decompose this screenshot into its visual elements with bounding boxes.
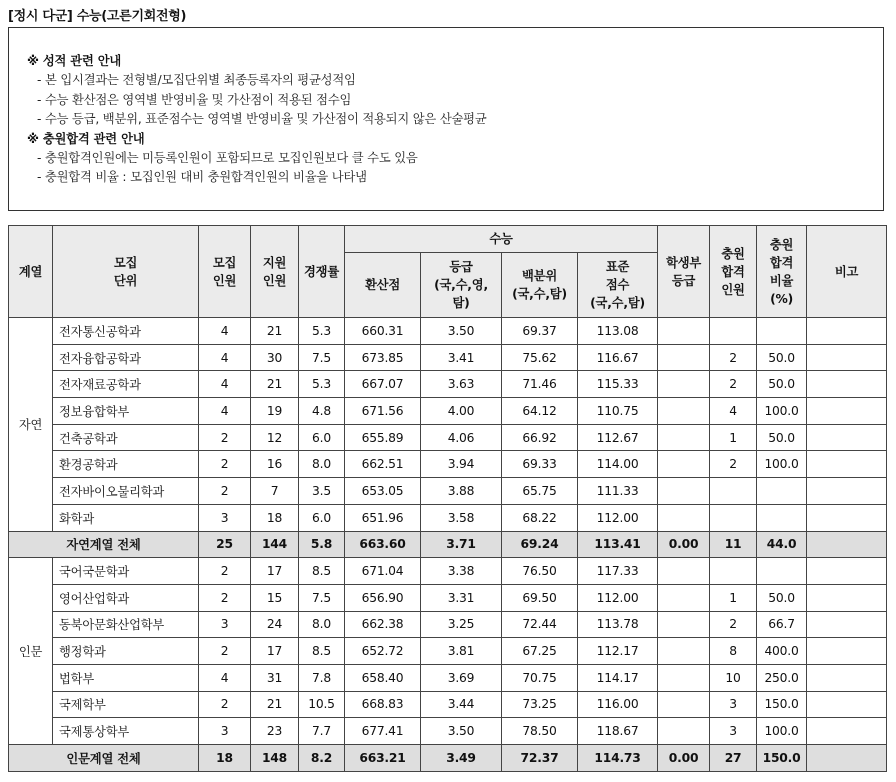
applicants-cell: 21 [251, 318, 299, 345]
subtotal-quota-cell: 25 [199, 531, 251, 558]
quota-cell: 2 [199, 424, 251, 451]
subtotal-label: 자연계열 전체 [9, 531, 199, 558]
school-cell [658, 398, 710, 425]
applicants-cell: 16 [251, 451, 299, 478]
conv-cell: 662.38 [345, 611, 421, 638]
header-standard: 표준 점수 (국,수,탐) [578, 253, 658, 318]
conv-cell: 653.05 [345, 478, 421, 505]
results-table [8, 225, 887, 772]
additional-rate-cell [757, 558, 807, 585]
school-cell [658, 638, 710, 665]
additional-cell [710, 558, 757, 585]
dept-cell: 국제통상학부 [53, 718, 199, 745]
note-cell [807, 478, 887, 505]
subtotal-row [9, 745, 887, 772]
dept-cell: 전자통신공학과 [53, 318, 199, 345]
conv-cell: 668.83 [345, 691, 421, 718]
dept-cell: 동북아문화산업학부 [53, 611, 199, 638]
subtotal-additional-cell: 11 [710, 531, 757, 558]
additional-rate-cell: 100.0 [757, 398, 807, 425]
conv-cell: 652.72 [345, 638, 421, 665]
dept-cell: 전자재료공학과 [53, 371, 199, 398]
additional-rate-cell: 250.0 [757, 664, 807, 691]
dept-cell: 정보융합학부 [53, 398, 199, 425]
additional-cell [710, 504, 757, 531]
standard-cell: 113.78 [578, 611, 658, 638]
note-cell [807, 611, 887, 638]
subtotal-grade-cell: 3.71 [421, 531, 502, 558]
quota-cell: 3 [199, 611, 251, 638]
subtotal-standard-cell: 114.73 [578, 745, 658, 772]
header-grade: 등급 (국,수,영, 탐) [421, 253, 502, 318]
note-cell [807, 371, 887, 398]
notice-section2-title: ※ 충원합격 관련 안내 [27, 131, 145, 146]
percentile-cell: 78.50 [502, 718, 578, 745]
school-cell [658, 371, 710, 398]
note-cell [807, 318, 887, 345]
ratio-cell: 5.3 [299, 371, 345, 398]
quota-cell: 2 [199, 478, 251, 505]
school-cell [658, 451, 710, 478]
notice-item: - 본 입시결과는 전형별/모집단위별 최종등록자의 평균성적임 [37, 73, 356, 88]
additional-rate-cell: 50.0 [757, 344, 807, 371]
additional-rate-cell: 100.0 [757, 718, 807, 745]
additional-rate-cell: 150.0 [757, 691, 807, 718]
applicants-cell: 24 [251, 611, 299, 638]
grade-cell: 3.31 [421, 584, 502, 611]
quota-cell: 2 [199, 451, 251, 478]
dept-cell: 국어국문학과 [53, 558, 199, 585]
table-row [9, 664, 887, 691]
ratio-cell: 7.7 [299, 718, 345, 745]
applicants-cell: 31 [251, 664, 299, 691]
conv-cell: 671.56 [345, 398, 421, 425]
quota-cell: 2 [199, 691, 251, 718]
ratio-cell: 4.8 [299, 398, 345, 425]
ratio-cell: 7.5 [299, 584, 345, 611]
grade-cell: 3.69 [421, 664, 502, 691]
ratio-cell: 8.5 [299, 638, 345, 665]
notice-section1-title: ※ 성적 관련 안내 [27, 54, 122, 68]
table-row [9, 611, 887, 638]
additional-cell: 8 [710, 638, 757, 665]
grade-cell: 3.25 [421, 611, 502, 638]
grade-cell: 3.58 [421, 504, 502, 531]
standard-cell: 112.00 [578, 584, 658, 611]
conv-cell: 656.90 [345, 584, 421, 611]
grade-cell: 3.81 [421, 638, 502, 665]
dept-cell: 건축공학과 [53, 424, 199, 451]
standard-cell: 110.75 [578, 398, 658, 425]
school-cell [658, 718, 710, 745]
additional-cell [710, 318, 757, 345]
subtotal-additional-rate-cell: 150.0 [757, 745, 807, 772]
dept-cell: 전자바이오물리학과 [53, 478, 199, 505]
applicants-cell: 21 [251, 371, 299, 398]
percentile-cell: 69.37 [502, 318, 578, 345]
subtotal-additional-rate-cell: 44.0 [757, 531, 807, 558]
subtotal-percentile-cell: 72.37 [502, 745, 578, 772]
note-cell [807, 451, 887, 478]
applicants-cell: 30 [251, 344, 299, 371]
grade-cell: 3.50 [421, 718, 502, 745]
subtotal-school-cell: 0.00 [658, 745, 710, 772]
subtotal-grade-cell: 3.49 [421, 745, 502, 772]
percentile-cell: 67.25 [502, 638, 578, 665]
percentile-cell: 71.46 [502, 371, 578, 398]
grade-cell: 4.00 [421, 398, 502, 425]
additional-cell: 1 [710, 584, 757, 611]
school-cell [658, 478, 710, 505]
percentile-cell: 69.50 [502, 584, 578, 611]
additional-cell [710, 478, 757, 505]
applicants-cell: 12 [251, 424, 299, 451]
standard-cell: 112.67 [578, 424, 658, 451]
school-cell [658, 424, 710, 451]
dept-cell: 행정학과 [53, 638, 199, 665]
quota-cell: 2 [199, 584, 251, 611]
header-additional-rate: 충원 합격 비율 (%) [757, 226, 807, 318]
table-row [9, 478, 887, 505]
notice-item: - 수능 등급, 백분위, 표준점수는 영역별 반영비율 및 가산점이 적용되지 않은 산술평균 [37, 112, 487, 127]
additional-rate-cell: 400.0 [757, 638, 807, 665]
header-unit: 모집 단위 [53, 226, 199, 318]
quota-cell: 4 [199, 371, 251, 398]
additional-cell: 2 [710, 371, 757, 398]
standard-cell: 114.17 [578, 664, 658, 691]
table-row [9, 344, 887, 371]
note-cell [807, 424, 887, 451]
applicants-cell: 17 [251, 558, 299, 585]
percentile-cell: 64.12 [502, 398, 578, 425]
subtotal-additional-cell: 27 [710, 745, 757, 772]
table-row [9, 691, 887, 718]
dept-cell: 화학과 [53, 504, 199, 531]
subtotal-applicants-cell: 148 [251, 745, 299, 772]
note-cell [807, 691, 887, 718]
quota-cell: 3 [199, 504, 251, 531]
additional-cell: 2 [710, 611, 757, 638]
table-row [9, 584, 887, 611]
ratio-cell: 3.5 [299, 478, 345, 505]
dept-cell: 전자융합공학과 [53, 344, 199, 371]
applicants-cell: 19 [251, 398, 299, 425]
quota-cell: 4 [199, 344, 251, 371]
ratio-cell: 8.5 [299, 558, 345, 585]
ratio-cell: 10.5 [299, 691, 345, 718]
subtotal-percentile-cell: 69.24 [502, 531, 578, 558]
percentile-cell: 65.75 [502, 478, 578, 505]
school-cell [658, 558, 710, 585]
additional-rate-cell: 50.0 [757, 371, 807, 398]
quota-cell: 4 [199, 318, 251, 345]
school-cell [658, 344, 710, 371]
standard-cell: 112.17 [578, 638, 658, 665]
percentile-cell: 75.62 [502, 344, 578, 371]
standard-cell: 117.33 [578, 558, 658, 585]
notice-item: - 충원합격 비율 : 모집인원 대비 충원합격인원의 비율을 나타냄 [37, 170, 367, 185]
conv-cell: 671.04 [345, 558, 421, 585]
ratio-cell: 7.5 [299, 344, 345, 371]
conv-cell: 655.89 [345, 424, 421, 451]
header-additional: 충원 합격 인원 [710, 226, 757, 318]
school-cell [658, 664, 710, 691]
standard-cell: 116.00 [578, 691, 658, 718]
quota-cell: 2 [199, 638, 251, 665]
table-row [9, 558, 887, 585]
quota-cell: 2 [199, 558, 251, 585]
percentile-cell: 69.33 [502, 451, 578, 478]
note-cell [807, 558, 887, 585]
dept-cell: 영어산업학과 [53, 584, 199, 611]
table-row [9, 424, 887, 451]
grade-cell: 3.41 [421, 344, 502, 371]
ratio-cell: 6.0 [299, 504, 345, 531]
dept-cell: 환경공학과 [53, 451, 199, 478]
school-cell [658, 318, 710, 345]
header-ratio: 경쟁률 [299, 226, 345, 318]
subtotal-quota-cell: 18 [199, 745, 251, 772]
additional-rate-cell: 50.0 [757, 584, 807, 611]
notice-item: - 충원합격인원에는 미등록인원이 포함되므로 모집인원보다 클 수도 있음 [37, 151, 418, 166]
subtotal-applicants-cell: 144 [251, 531, 299, 558]
standard-cell: 114.00 [578, 451, 658, 478]
table-row [9, 504, 887, 531]
header-quota: 모집 인원 [199, 226, 251, 318]
header-conv: 환산점 [345, 253, 421, 318]
standard-cell: 118.67 [578, 718, 658, 745]
applicants-cell: 23 [251, 718, 299, 745]
note-cell [807, 398, 887, 425]
ratio-cell: 6.0 [299, 424, 345, 451]
percentile-cell: 66.92 [502, 424, 578, 451]
ratio-cell: 7.8 [299, 664, 345, 691]
header-note: 비고 [807, 226, 887, 318]
applicants-cell: 17 [251, 638, 299, 665]
table-row [9, 718, 887, 745]
subtotal-ratio-cell: 8.2 [299, 745, 345, 772]
conv-cell: 667.07 [345, 371, 421, 398]
quota-cell: 3 [199, 718, 251, 745]
quota-cell: 4 [199, 664, 251, 691]
additional-rate-cell: 100.0 [757, 451, 807, 478]
conv-cell: 651.96 [345, 504, 421, 531]
percentile-cell: 70.75 [502, 664, 578, 691]
ratio-cell: 5.3 [299, 318, 345, 345]
subtotal-conv-cell: 663.21 [345, 745, 421, 772]
dept-cell: 국제학부 [53, 691, 199, 718]
header-field: 계열 [9, 226, 53, 318]
grade-cell: 3.44 [421, 691, 502, 718]
notice-box [8, 27, 884, 211]
table-row [9, 371, 887, 398]
additional-rate-cell [757, 318, 807, 345]
grade-cell: 3.94 [421, 451, 502, 478]
percentile-cell: 68.22 [502, 504, 578, 531]
conv-cell: 660.31 [345, 318, 421, 345]
table-row [9, 451, 887, 478]
additional-cell: 4 [710, 398, 757, 425]
conv-cell: 677.41 [345, 718, 421, 745]
ratio-cell: 8.0 [299, 611, 345, 638]
school-cell [658, 504, 710, 531]
note-cell [807, 638, 887, 665]
subtotal-school-cell: 0.00 [658, 531, 710, 558]
table-row [9, 318, 887, 345]
subtotal-ratio-cell: 5.8 [299, 531, 345, 558]
subtotal-note-cell [807, 531, 887, 558]
table-row [9, 398, 887, 425]
page-title: [정시 다군] 수능(고른기회전형) [8, 9, 187, 24]
subtotal-note-cell [807, 745, 887, 772]
note-cell [807, 344, 887, 371]
grade-cell: 3.88 [421, 478, 502, 505]
additional-rate-cell [757, 504, 807, 531]
standard-cell: 113.08 [578, 318, 658, 345]
standard-cell: 116.67 [578, 344, 658, 371]
grade-cell: 3.38 [421, 558, 502, 585]
school-cell [658, 611, 710, 638]
additional-cell: 1 [710, 424, 757, 451]
additional-cell: 2 [710, 344, 757, 371]
school-cell [658, 584, 710, 611]
ratio-cell: 8.0 [299, 451, 345, 478]
percentile-cell: 72.44 [502, 611, 578, 638]
grade-cell: 3.50 [421, 318, 502, 345]
note-cell [807, 718, 887, 745]
additional-cell: 3 [710, 718, 757, 745]
percentile-cell: 73.25 [502, 691, 578, 718]
group-label: 자연 [9, 318, 53, 532]
additional-rate-cell: 50.0 [757, 424, 807, 451]
header-school-grade: 학생부 등급 [658, 226, 710, 318]
applicants-cell: 21 [251, 691, 299, 718]
notice-item: - 수능 환산점은 영역별 반영비율 및 가산점이 적용된 점수임 [37, 92, 352, 107]
applicants-cell: 7 [251, 478, 299, 505]
quota-cell: 4 [199, 398, 251, 425]
note-cell [807, 584, 887, 611]
additional-rate-cell [757, 478, 807, 505]
note-cell [807, 664, 887, 691]
header-percentile: 백분위 (국,수,탐) [502, 253, 578, 318]
additional-cell: 2 [710, 451, 757, 478]
grade-cell: 3.63 [421, 371, 502, 398]
applicants-cell: 18 [251, 504, 299, 531]
header-suneung: 수능 [345, 226, 658, 253]
standard-cell: 111.33 [578, 478, 658, 505]
table-row [9, 638, 887, 665]
percentile-cell: 76.50 [502, 558, 578, 585]
subtotal-conv-cell: 663.60 [345, 531, 421, 558]
standard-cell: 112.00 [578, 504, 658, 531]
conv-cell: 673.85 [345, 344, 421, 371]
subtotal-label: 인문계열 전체 [9, 745, 199, 772]
conv-cell: 658.40 [345, 664, 421, 691]
additional-rate-cell: 66.7 [757, 611, 807, 638]
header-applicants: 지원 인원 [251, 226, 299, 318]
subtotal-standard-cell: 113.41 [578, 531, 658, 558]
dept-cell: 법학부 [53, 664, 199, 691]
group-label: 인문 [9, 558, 53, 745]
note-cell [807, 504, 887, 531]
additional-cell: 10 [710, 664, 757, 691]
subtotal-row [9, 531, 887, 558]
conv-cell: 662.51 [345, 451, 421, 478]
additional-cell: 3 [710, 691, 757, 718]
applicants-cell: 15 [251, 584, 299, 611]
school-cell [658, 691, 710, 718]
standard-cell: 115.33 [578, 371, 658, 398]
grade-cell: 4.06 [421, 424, 502, 451]
